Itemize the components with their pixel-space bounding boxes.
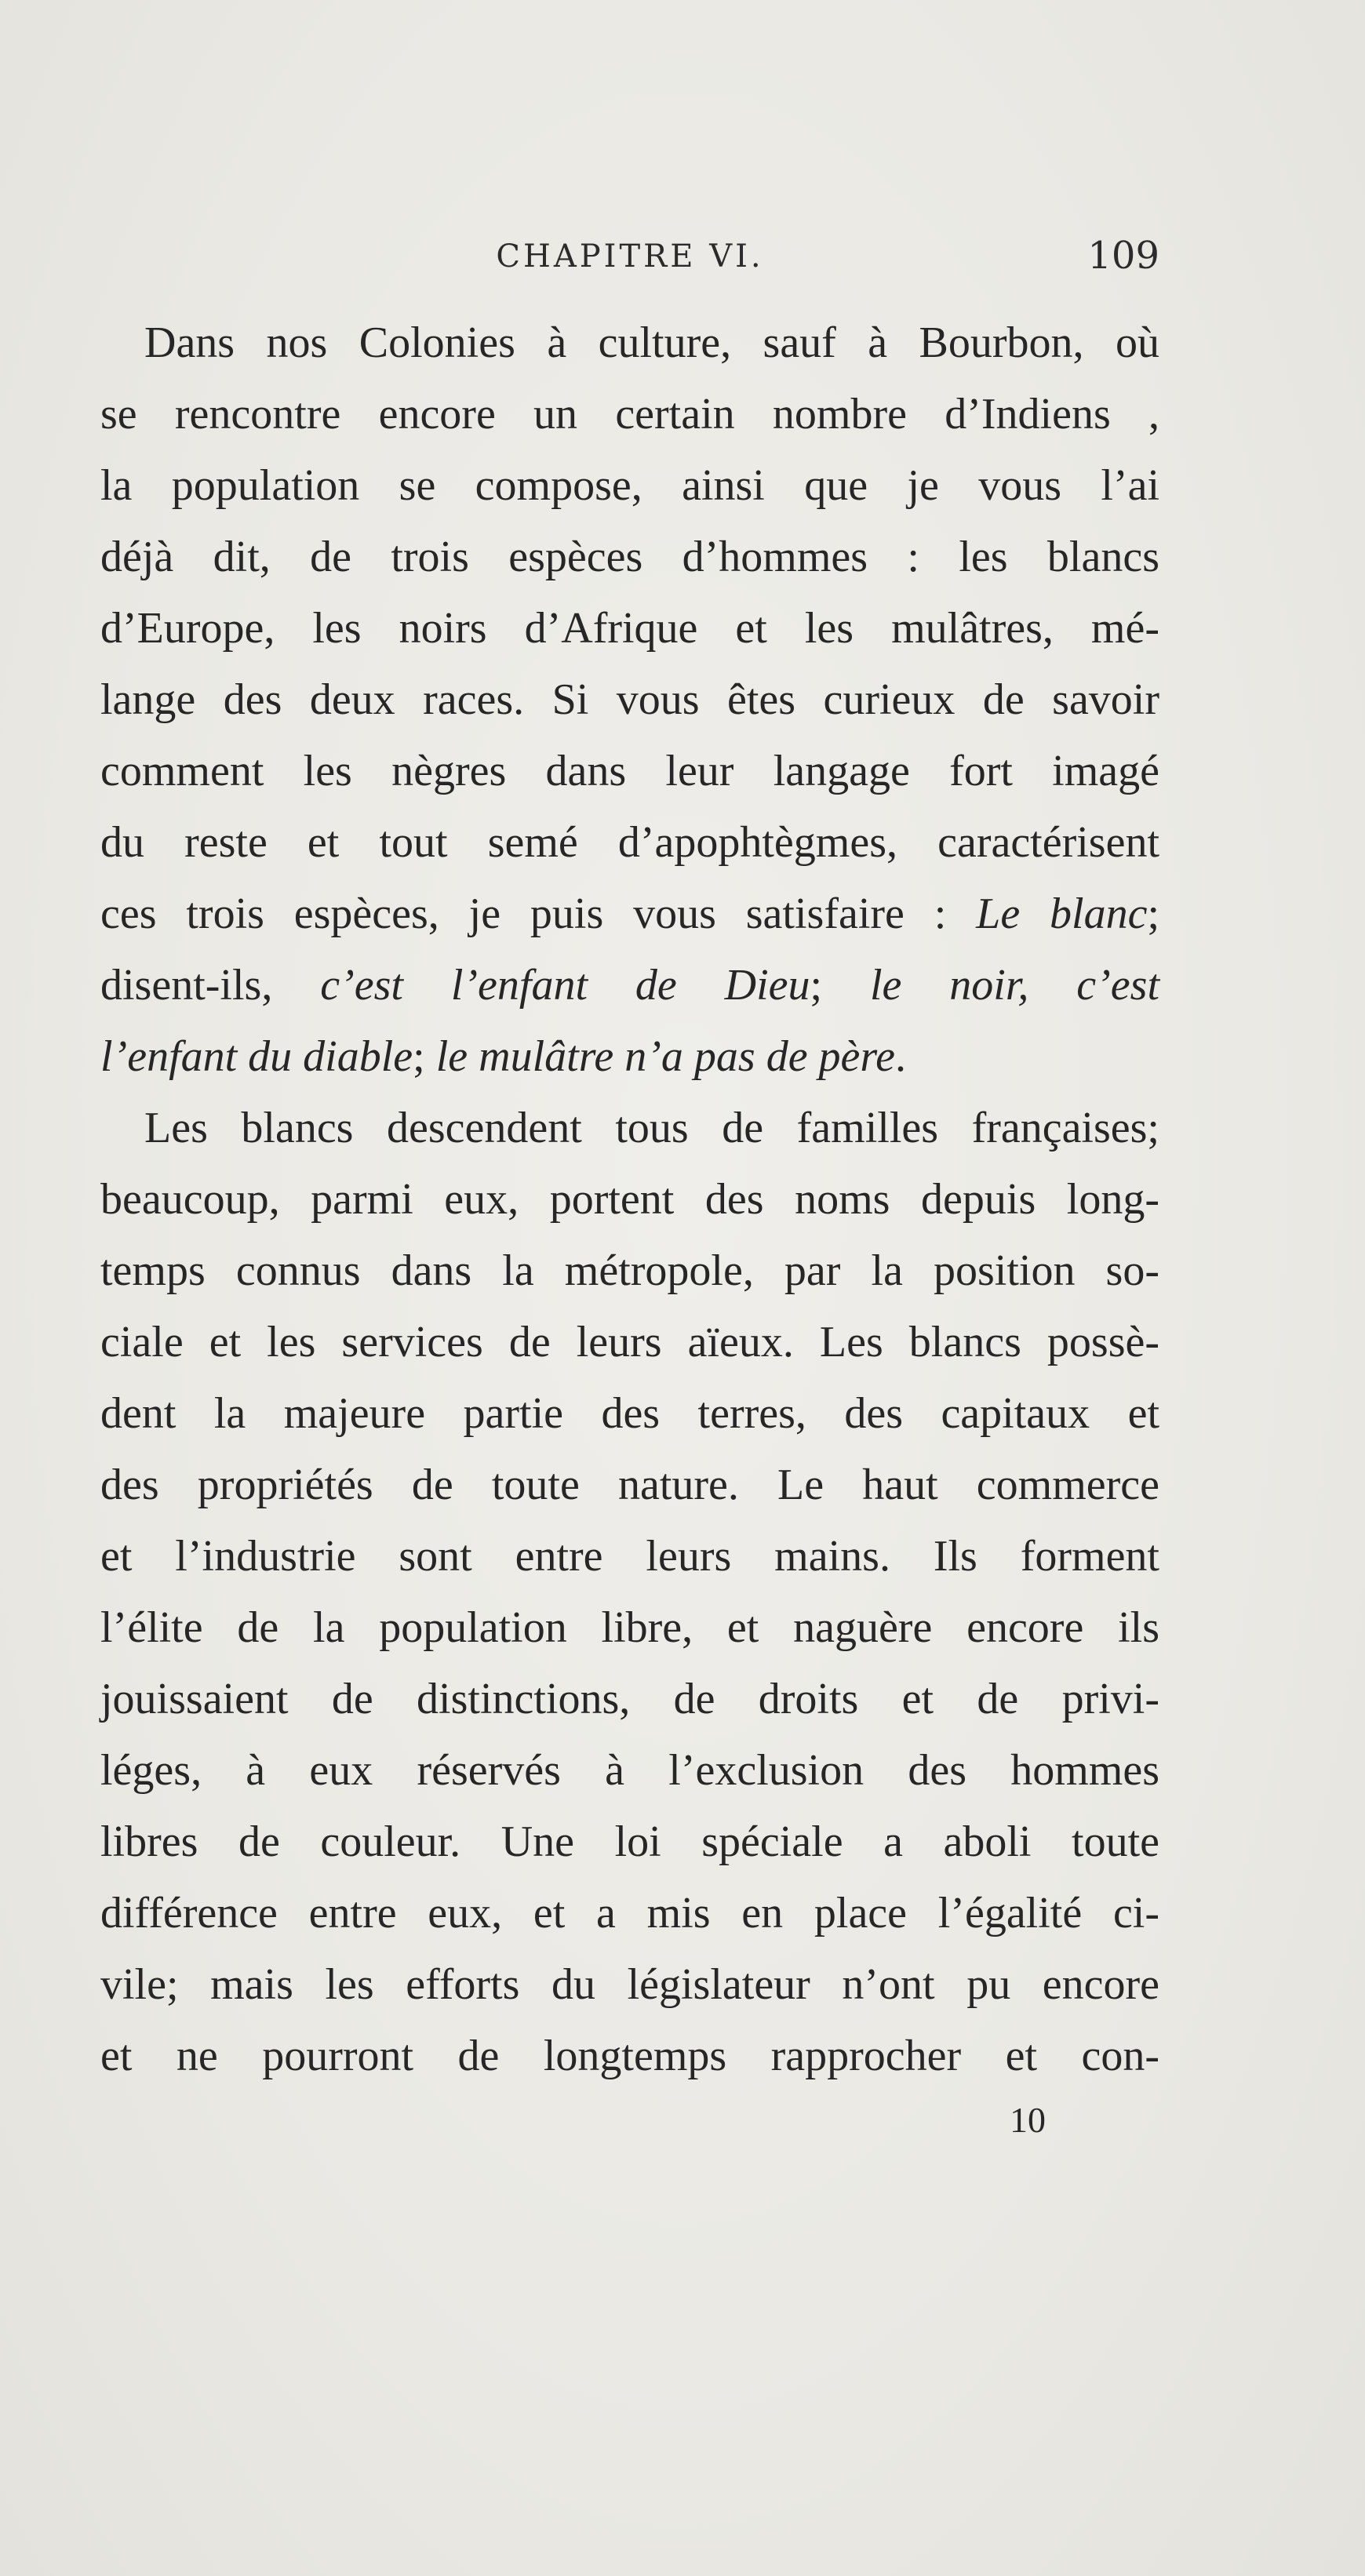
text-line <box>100 1235 1159 1307</box>
page-header <box>100 226 1159 289</box>
text-segment: ; <box>1147 890 1160 938</box>
text-line <box>100 1164 1159 1235</box>
text-segment: d’Europe, les noirs d’Afrique et les mulâtres, mé- <box>100 604 1159 653</box>
text-line <box>100 1664 1159 1735</box>
text-segment: Dans nos Colonies à culture, sauf à Bourbon, où <box>144 318 1159 367</box>
signature-mark: 10 <box>1010 2100 1046 2140</box>
text-segment: du reste et tout semé d’apophtègmes, caractérisent <box>100 818 1159 867</box>
text-line <box>100 1592 1159 1664</box>
text-segment: comment les nègres dans leur langage fort imagé <box>100 747 1159 795</box>
text-segment: ces trois espèces, je puis vous satisfaire : <box>100 890 977 938</box>
text-segment: différence entre eux, et a mis en place l’égalité ci- <box>100 1889 1159 1937</box>
text-segment: l’élite de la population libre, et naguère encore ils <box>100 1603 1159 1652</box>
text-line <box>100 593 1159 664</box>
text-segment: des propriétés de toute nature. Le haut commerce <box>100 1461 1159 1509</box>
text-segment: ; <box>413 1032 436 1081</box>
italic-text: c’est l’enfant de Dieu <box>320 961 810 1010</box>
text-line <box>100 1093 1159 1164</box>
text-line <box>100 522 1159 593</box>
italic-text: le mulâtre n’a pas de père <box>435 1032 895 1081</box>
text-segment: ciale et les services de leurs aïeux. Les blancs possè- <box>100 1318 1159 1366</box>
text-line <box>100 1949 1159 2021</box>
text-line <box>100 1878 1159 1949</box>
text-segment: disent-ils, <box>100 961 321 1010</box>
text-segment: beaucoup, parmi eux, portent des noms depuis long- <box>100 1175 1159 1224</box>
text-line <box>100 1735 1159 1806</box>
text-line <box>100 664 1159 736</box>
italic-text: l’enfant du diable <box>100 1032 413 1081</box>
text-segment: temps connus dans la métropole, par la position so- <box>100 1246 1159 1295</box>
text-segment: libres de couleur. Une loi spéciale a aboli toute <box>100 1817 1159 1866</box>
text-segment: se rencontre encore un certain nombre d’Indiens , <box>100 390 1159 438</box>
text-line <box>100 1378 1159 1450</box>
text-segment: dent la majeure partie des terres, des capitaux et <box>100 1389 1159 1438</box>
italic-text: Le blanc <box>976 890 1148 938</box>
text-segment: léges, à eux réservés à l’exclusion des hommes <box>100 1746 1159 1795</box>
italic-text: le noir, c’est <box>869 961 1159 1010</box>
text-segment: lange des deux races. Si vous êtes curieux de savoir <box>100 675 1159 724</box>
text-segment: jouissaient de distinctions, de droits et de privi- <box>100 1675 1159 1723</box>
text-line <box>100 1307 1159 1378</box>
body-text <box>100 307 1159 2092</box>
text-line <box>100 950 1159 1021</box>
page-number: 109 <box>1087 234 1159 278</box>
text-segment: et ne pourront de longtemps rapprocher et con- <box>100 2032 1159 2080</box>
text-segment: la population se compose, ainsi que je vous l’ai <box>100 461 1159 510</box>
text-line <box>100 736 1159 807</box>
text-segment: et l’industrie sont entre leurs mains. Ils forment <box>100 1532 1159 1581</box>
running-head: CHAPITRE VI. <box>496 238 764 275</box>
text-line <box>100 879 1159 950</box>
text-segment: Les blancs descendent tous de familles françaises; <box>144 1104 1159 1152</box>
text-segment: ; <box>810 961 870 1010</box>
text-line <box>100 450 1159 522</box>
text-line <box>100 807 1159 879</box>
text-segment: déjà dit, de trois espèces d’hommes : les blancs <box>100 533 1159 581</box>
text-segment: . <box>894 1032 906 1081</box>
text-line <box>100 1450 1159 1521</box>
text-line <box>100 1521 1159 1592</box>
text-line <box>100 1806 1159 1878</box>
text-line <box>100 307 1159 379</box>
text-line <box>100 1021 1159 1093</box>
text-segment: vile; mais les efforts du législateur n’ont pu encore <box>100 1960 1159 2009</box>
text-line <box>100 2021 1159 2092</box>
text-line <box>100 379 1159 450</box>
